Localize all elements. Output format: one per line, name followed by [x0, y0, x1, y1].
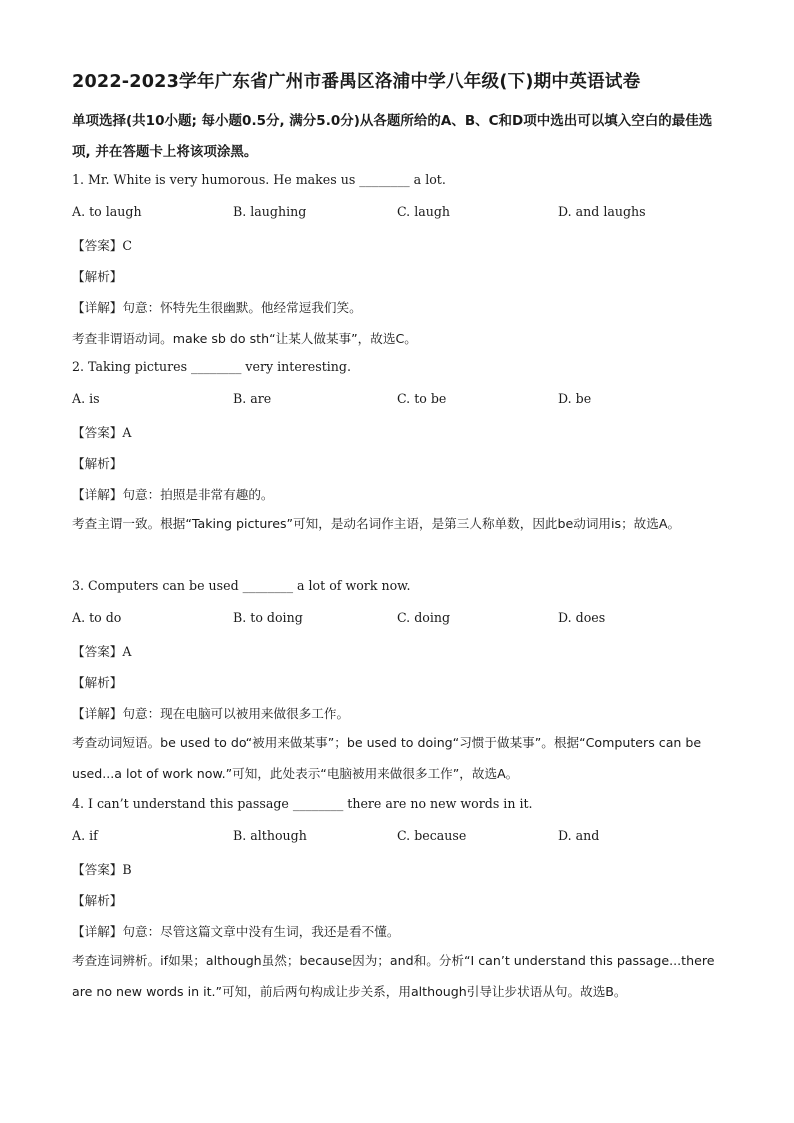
q4-option-d: D. and [558, 828, 600, 843]
q1-option-c: C. laugh [397, 204, 451, 219]
q2-option-a: A. is [72, 391, 100, 406]
q4-detail [72, 921, 399, 940]
detail-label: 【详解】 [72, 706, 123, 721]
q3-option-a: A. to do [72, 610, 122, 625]
q3-detail [72, 703, 349, 722]
q4-option-c: C. because [397, 828, 467, 843]
q1-option-a: A. to laugh [72, 204, 142, 219]
q2-explain: 考查主谓一致。根据“Taking pictures”可知，是动名词作主语，是第三人称单数，因此be动词用is；故选A。 [72, 516, 681, 531]
q2-option-c: C. to be [397, 391, 447, 406]
q1-option-d: D. and laughs [558, 204, 646, 219]
answer-label: 【答案】 [72, 238, 123, 253]
answer-label: 【答案】 [72, 425, 123, 440]
q2-detail [72, 484, 274, 503]
q1-detail [72, 297, 362, 316]
question-3-stem: 3. Computers can be used ________ a lot of work now. [72, 578, 411, 593]
q3-meaning: 句意：现在电脑可以被用来做很多工作。 [122, 706, 350, 721]
question-4-stem: 4. I can’t understand this passage ________ there are no new words in it. [72, 796, 533, 811]
q4-option-a: A. if [72, 828, 98, 843]
q2-answer-value: A [122, 425, 132, 440]
q3-explain: 考查动词短语。be used to do“被用来做某事”；be used to doing“习惯于做某事”。根据“Computers can be used...a lot of work now.”可知，此处表示“电脑被用来做很多工作”，故选A。 [72, 735, 702, 781]
section-instructions: 单项选择(共10小题; 每小题0.5分, 满分5.0分)从各题所给的A、B、C和D项中选出可以填入空白的最佳选项, 并在答题卡上将该项涂黑。 [72, 113, 713, 160]
answer-label: 【答案】 [72, 644, 123, 659]
q1-analysis-label: 【解析】 [72, 269, 123, 284]
q4-explain: 考查连词辨析。if如果；although虽然；because因为；and和。分析“I can’t understand this passage...there are no new words in it.”可知，前后两句构成让步关系，用although引导让步状语从句。故选B。 [72, 953, 715, 999]
answer-label: 【答案】 [72, 862, 123, 877]
q1-option-b: B. laughing [233, 204, 307, 219]
page-title: 2022-2023学年广东省广州市番禺区洛浦中学八年级(下)期中英语试卷 [72, 72, 641, 92]
q3-analysis-label: 【解析】 [72, 675, 123, 690]
question-2-stem: 2. Taking pictures ________ very interesting. [72, 359, 351, 374]
q4-answer-value: B [122, 862, 132, 877]
q2-option-d: D. be [558, 391, 592, 406]
q1-explain: 考查非谓语动词。make sb do sth“让某人做某事”，故选C。 [72, 331, 417, 346]
q4-answer [72, 859, 132, 878]
detail-label: 【详解】 [72, 487, 123, 502]
q4-meaning: 句意：尽管这篇文章中没有生词，我还是看不懂。 [122, 924, 400, 939]
q3-answer [72, 641, 131, 660]
q4-analysis-label: 【解析】 [72, 893, 123, 908]
q3-option-b: B. to doing [233, 610, 303, 625]
detail-label: 【详解】 [72, 300, 123, 315]
q2-option-b: B. are [233, 391, 272, 406]
q2-answer [72, 422, 131, 441]
q2-analysis-label: 【解析】 [72, 456, 123, 471]
q1-answer [72, 235, 132, 254]
q3-answer-value: A [122, 644, 132, 659]
detail-label: 【详解】 [72, 924, 123, 939]
q3-option-d: D. does [558, 610, 606, 625]
q3-option-c: C. doing [397, 610, 451, 625]
q2-meaning: 句意：拍照是非常有趣的。 [122, 487, 274, 502]
q4-option-b: B. although [233, 828, 307, 843]
q1-meaning: 句意：怀特先生很幽默。他经常逗我们笑。 [122, 300, 362, 315]
question-1-stem: 1. Mr. White is very humorous. He makes us ________ a lot. [72, 172, 446, 187]
q1-answer-value: C [122, 238, 133, 253]
